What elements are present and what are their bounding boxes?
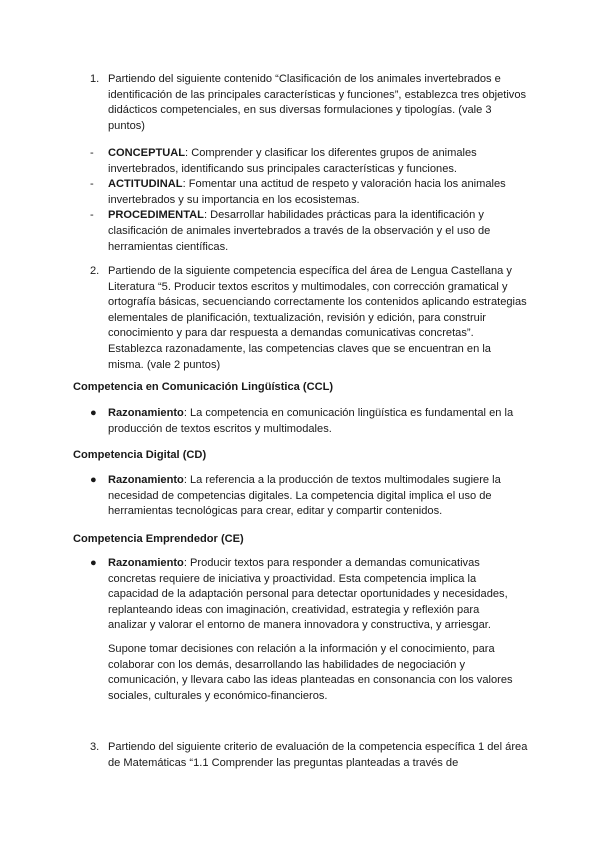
reasoning-text: : La referencia a la producción de textos multimodales sugiere la necesidad de competencias digitales. La competencia digital implica el uso de herramientas tecnológicas para crear, editar y compartir contenidos. — [108, 474, 501, 518]
heading-ce: Competencia Emprendedor (CE) — [73, 533, 244, 545]
question-number: 3. — [90, 741, 100, 753]
dash-marker: - — [90, 147, 94, 159]
dash-marker: - — [90, 178, 94, 191]
bullet-marker: ● — [90, 474, 97, 486]
question-number: 1. — [90, 73, 100, 85]
question-number: 2. — [90, 265, 100, 277]
reasoning-ce-extra: Supone tomar decisiones con relación a la información y el conocimiento, para colaborar con los demás, desarrollando las habilidades de negociación y comunicación, y llevara cabo las ideas planteadas en consonancia con los valores sociales, culturales y económico-financieros. — [108, 643, 513, 702]
reasoning-label: Razonamiento — [108, 557, 184, 569]
objective-label: ACTITUDINAL — [108, 178, 183, 191]
objective-procedimental — [90, 208, 510, 255]
reasoning-text: : Producir textos para responder a demandas comunicativas concretas requiere de iniciativa y proactividad. Esta competencia implica la capacidad de la adaptación personal para detectar oportunidades y necesidades, replanteando ideas con imaginación, creatividad, estrategia y reflexión para analizar y valorar el entorno de manera innovadora y constructiva, y arriesgar. — [108, 557, 508, 632]
heading-ccl: Competencia en Comunicación Lingüística (CCL) — [73, 381, 334, 393]
objective-text: : Comprender y clasificar los diferentes grupos de animales invertebrados, identificando sus principales características y funciones. — [108, 147, 477, 175]
objectives-list — [90, 146, 510, 255]
reasoning-label: Razonamiento — [108, 474, 184, 486]
question-text: Partiendo del siguiente criterio de evaluación de la competencia específica 1 del área de Matemáticas “1.1 Comprender las preguntas planteadas a través de — [108, 741, 528, 769]
reasoning-label: Razonamiento — [108, 407, 184, 419]
objective-text: : Desarrollar habilidades prácticas para la identificación y clasificación de animales invertebrados a través de la observación y el uso de herramientas científicas. — [108, 209, 491, 253]
question-text: Partiendo del siguiente contenido “Clasificación de los animales invertebrados e identificación de las principales características y funciones”, establezca tres objetivos didácticos competenciales, en sus diversas formulaciones y tipologías. (vale 3 puntos) — [108, 73, 527, 132]
objective-label: PROCEDIMENTAL — [108, 209, 204, 222]
objective-conceptual — [90, 146, 510, 177]
dash-marker: - — [90, 209, 94, 222]
reasoning-text: : La competencia en comunicación lingüística es fundamental en la producción de textos escritos y multimodales. — [108, 407, 514, 435]
question-text: Partiendo de la siguiente competencia específica del área de Lengua Castellana y Literatura “5. Producir textos escritos y multimodales, con corrección gramatical y ortografía básicas, secuenciando correctamente los contenidos aplicando estrategias elementales de planificación, textualización, revisión y edición, para construir conocimiento y para dar respuesta a demandas comunicativas concretas”. Establezca razonadamente, las competencias claves que se encuentran en la misma. (vale 2 puntos) — [108, 265, 527, 371]
heading-cd: Competencia Digital (CD) — [73, 449, 207, 461]
objective-actitudinal — [90, 177, 510, 208]
objective-text: : Fomentar una actitud de respeto y valoración hacia los animales invertebrados y su importancia en los ecosistemas. — [108, 178, 506, 206]
bullet-marker: ● — [90, 557, 97, 569]
bullet-marker: ● — [90, 407, 97, 419]
objective-label: CONCEPTUAL — [108, 147, 186, 159]
